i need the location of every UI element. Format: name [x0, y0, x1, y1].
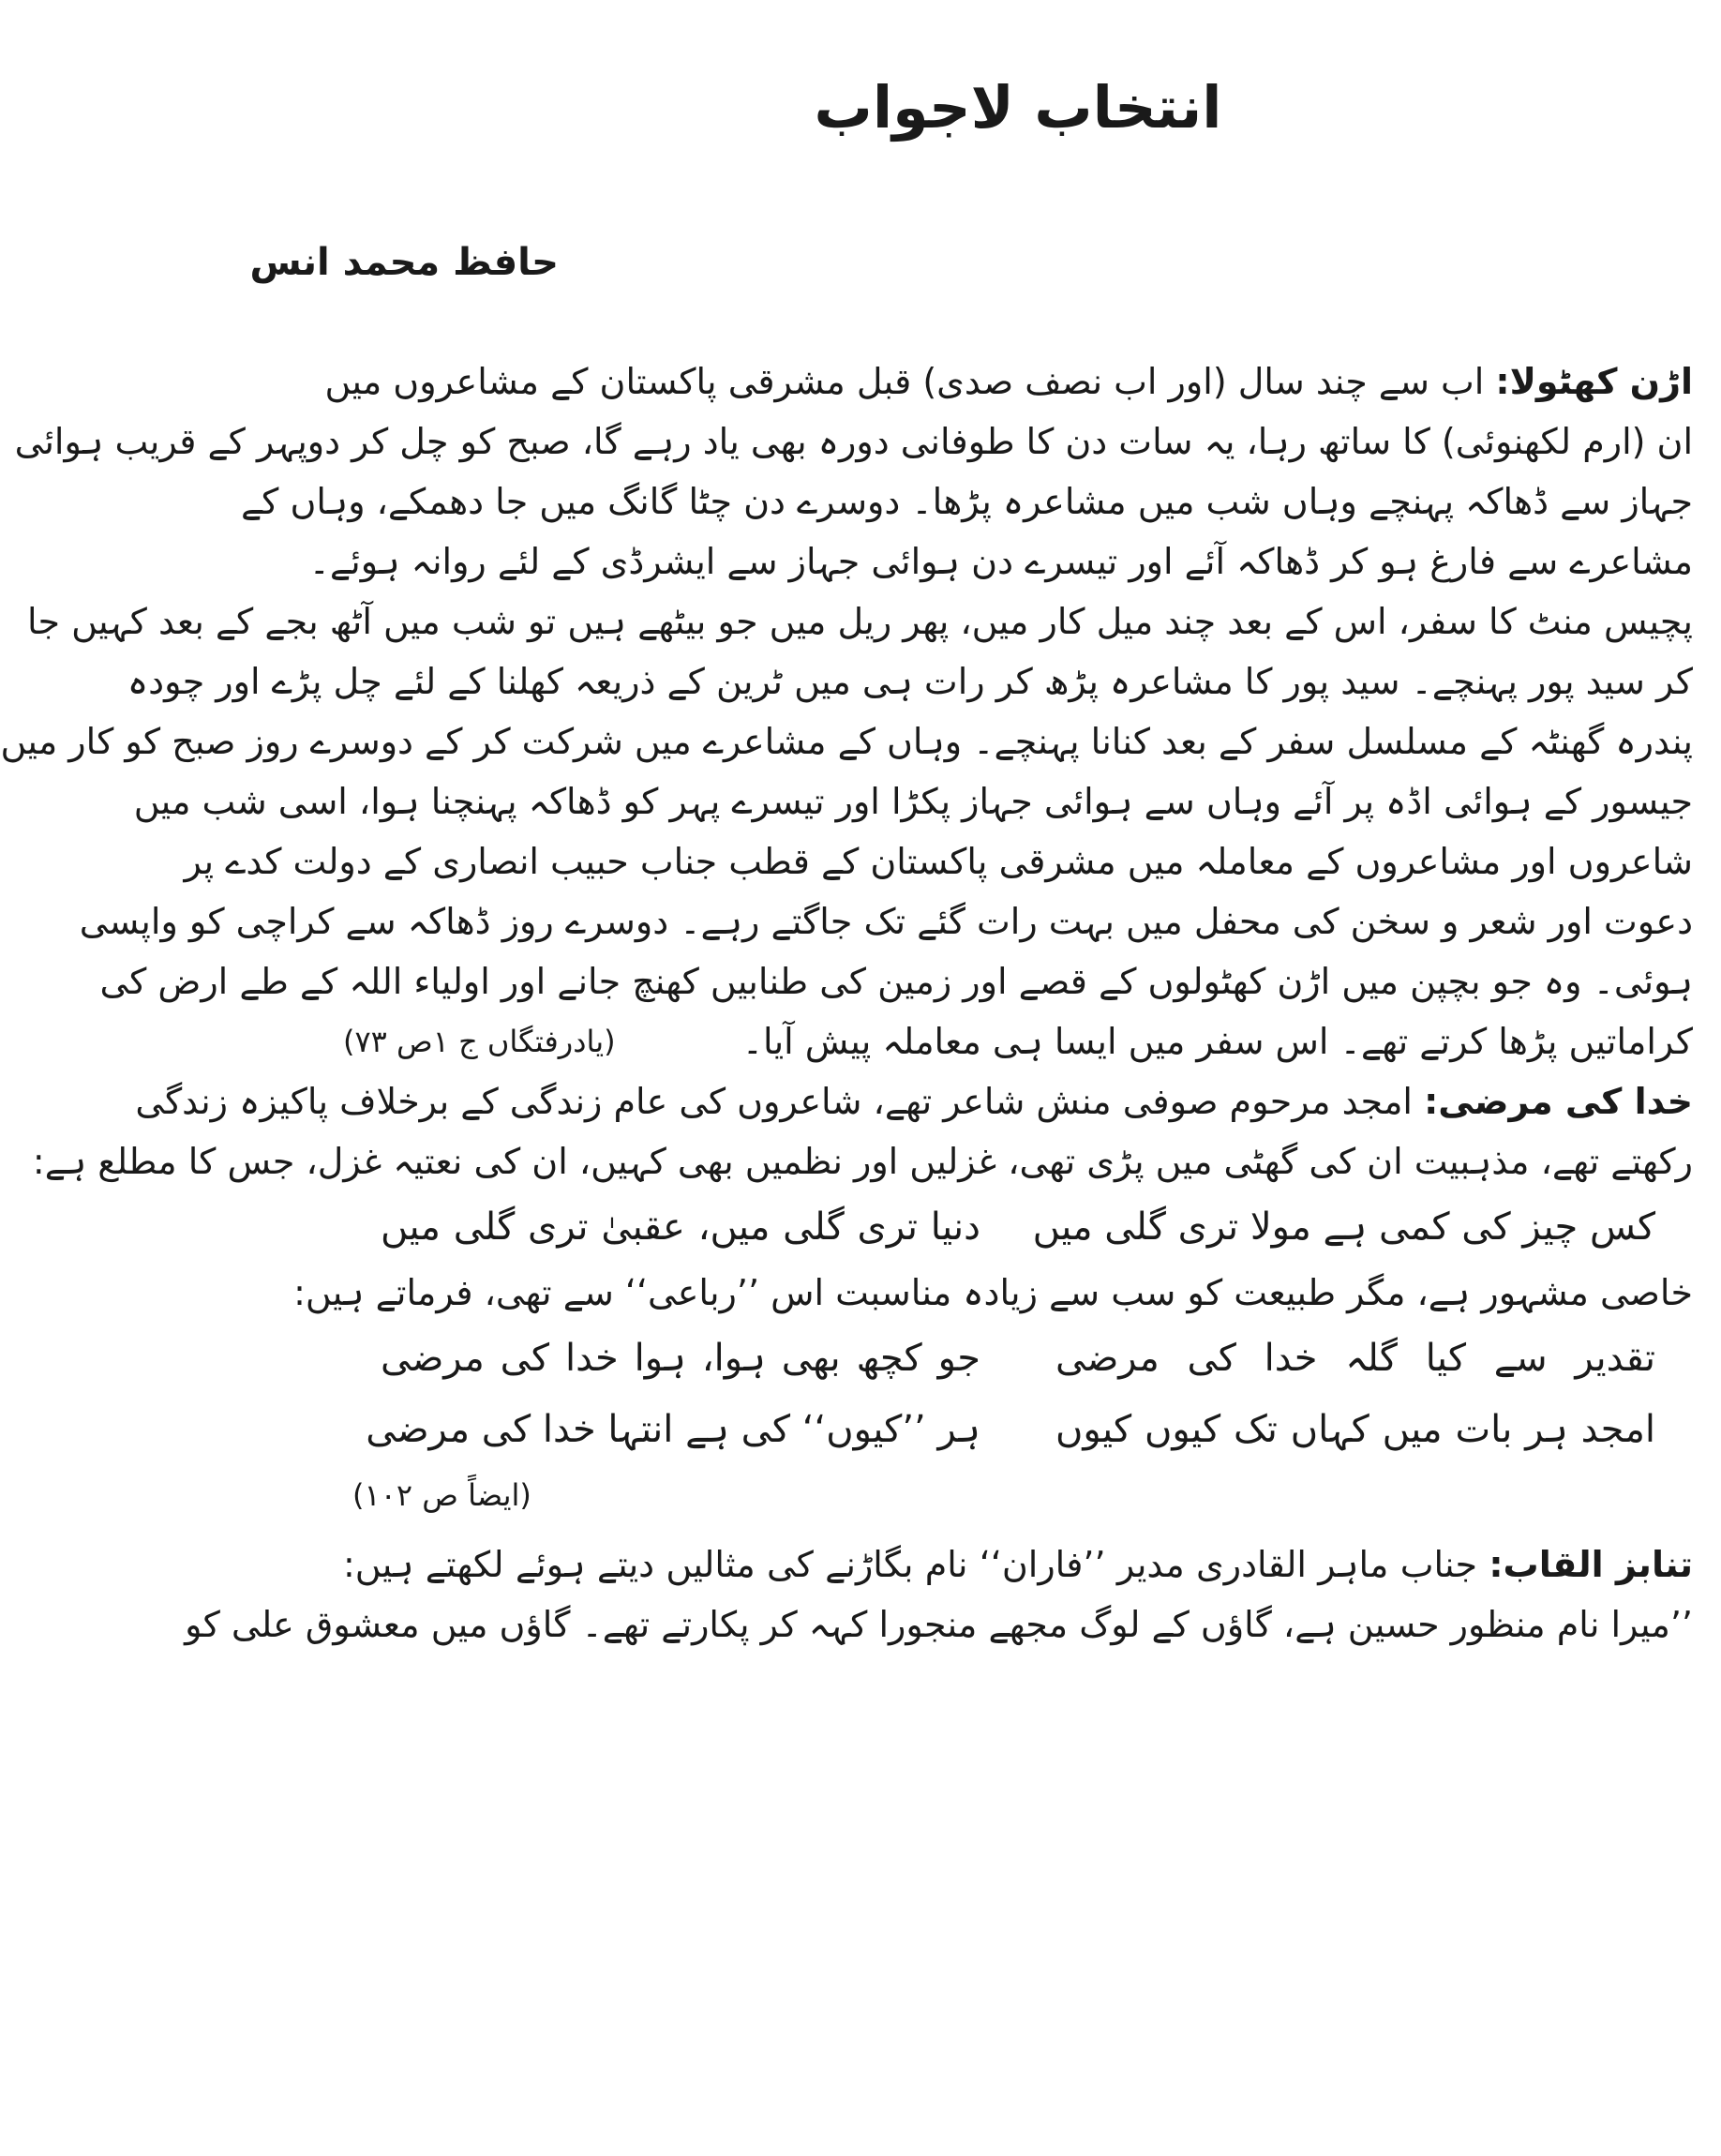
section1-heading: اڑن کھٹولا: [1495, 361, 1693, 402]
section2-line-2: رکھتے تھے، مذہبیت ان کی گھٹی میں پڑی تھی، غزلیں اور نظمیں بھی کہیں، ان کی نعتیہ غزل، جس کا مطلع ہے: [32, 1141, 1693, 1182]
quatrain1-first-hemistich: تقدیر سے کیا گلہ خدا کی مرضی [1055, 1337, 1655, 1380]
quatrain-couplet-2 [343, 1394, 1693, 1465]
section1-line-5: پچیس منٹ کا سفر، اس کے بعد چند میل کار میں، پھر ریل میں جو بیٹھے ہیں تو شب میں آٹھ بجے کے بعد کہیں جا [26, 601, 1693, 642]
section1-line-6: کر سید پور پہنچے۔ سید پور کا مشاعرہ پڑھ کر رات ہی میں ٹرین کے ذریعہ کھلنا کے لئے چل پڑے اور چودہ [127, 661, 1693, 702]
section1-line-2: ان (ارم لکھنوئی) کا ساتھ رہا، یہ سات دن کا طوفانی دورہ بھی یاد رہے گا، صبح کو چل کر دوپہر کے قریب ہوائی [14, 421, 1693, 462]
section1-line-11: ہوئی۔ وہ جو بچپن میں اڑن کھٹولوں کے قصے اور زمین کی طنابیں کھنچ جانے اور اولیاء اللہ کے طے ارض کی [99, 961, 1693, 1002]
quatrain2-second-hemistich: ہر ’’کیوں‘‘ کی ہے انتہا خدا کی مرضی [366, 1408, 980, 1451]
section1-line-3: جہاز سے ڈھاکہ پہنچے وہاں شب میں مشاعرہ پڑھا۔ دوسرے دن چٹا گانگ میں جا دھمکے، وہاں کے [241, 481, 1693, 522]
section1-line-4: مشاعرے سے فارغ ہو کر ڈھاکہ آئے اور تیسرے دن ہوائی جہاز سے ایشرڈی کے لئے روانہ ہوئے۔ [308, 541, 1693, 582]
section1-line-9: شاعروں اور مشاعروں کے معاملہ میں مشرقی پاکستان کے قطب جناب حبیب انصاری کے دولت کدے پر [184, 841, 1693, 882]
article-title: انتخاب لاجواب [814, 73, 1222, 142]
section2-reference: (ایضاً ص ۱۰۲) [352, 1477, 531, 1513]
section3-heading: تنابز القاب: [1489, 1544, 1694, 1585]
section1-text-1: اب سے چند سال (اور اب نصف صدی) قبل مشرقی پاکستان کے مشاعروں میں [324, 361, 1485, 402]
section2-line-1 [135, 1071, 1693, 1131]
verse1-first-hemistich: کس چیز کی کمی ہے مولا تری گلی میں [1032, 1205, 1655, 1249]
article-body [0, 352, 1694, 1654]
quatrain2-first-hemistich: امجد ہر بات میں کہاں تک کیوں کیوں [1055, 1408, 1655, 1451]
section1-text-12: کراماتیں پڑھا کرتے تھے۔ اس سفر میں ایسا ہی معاملہ پیش آیا۔ [741, 1021, 1693, 1062]
section3-line-1 [343, 1535, 1693, 1595]
section1-line-7: پندرہ گھنٹہ کے مسلسل سفر کے بعد کنانا پہنچے۔ وہاں کے مشاعرے میں شرکت کر کے دوسرے روز صبح کو کار میں [0, 721, 1693, 762]
quatrain1-second-hemistich: جو کچھ بھی ہوا، ہوا خدا کی مرضی [381, 1337, 980, 1380]
quatrain-couplet-1 [343, 1323, 1693, 1394]
verse1-second-hemistich: دنیا تری گلی میں، عقبیٰ تری گلی میں [381, 1205, 980, 1249]
section1-line-10: دعوت اور شعر و سخن کی محفل میں بہت رات گئے تک جاگتے رہے۔ دوسرے روز ڈھاکہ سے کراچی کو واپسی [79, 901, 1693, 942]
section3-line-2: ’’میرا نام منظور حسین ہے، گاؤں کے لوگ مجھے منجورا کہہ کر پکارتے تھے۔ گاؤں میں معشوق علی کو [185, 1604, 1693, 1645]
section1-line-12 [343, 1011, 1693, 1071]
section1-line-1 [324, 352, 1693, 412]
section1-line-8: جیسور کے ہوائی اڈہ پر آئے وہاں سے ہوائی جہاز پکڑا اور تیسرے پہر کو ڈھاکہ پہنچنا ہوا، اسی شب میں [133, 781, 1693, 822]
section1-reference: (یادرفتگاں ج ۱ص ۷۳) [343, 1024, 616, 1059]
author-name: حافظ محمد انس [249, 241, 559, 284]
section2-heading: خدا کی مرضی: [1424, 1081, 1693, 1122]
verse-couplet-1 [343, 1191, 1693, 1263]
section2-line-3: خاصی مشہور ہے، مگر طبیعت کو سب سے زیادہ مناسبت اس ’’رباعی‘‘ سے تھی، فرماتے ہیں: [293, 1272, 1693, 1313]
section3-text-1: جناب ماہر القادری مدیر ’’فاران‘‘ نام بگاڑنے کی مثالیں دیتے ہوئے لکھتے ہیں: [343, 1544, 1478, 1585]
section2-text-1: امجد مرحوم صوفی منش شاعر تھے، شاعروں کی عام زندگی کے برخلاف پاکیزہ زندگی [135, 1081, 1413, 1122]
section-spacer [343, 1525, 1693, 1535]
